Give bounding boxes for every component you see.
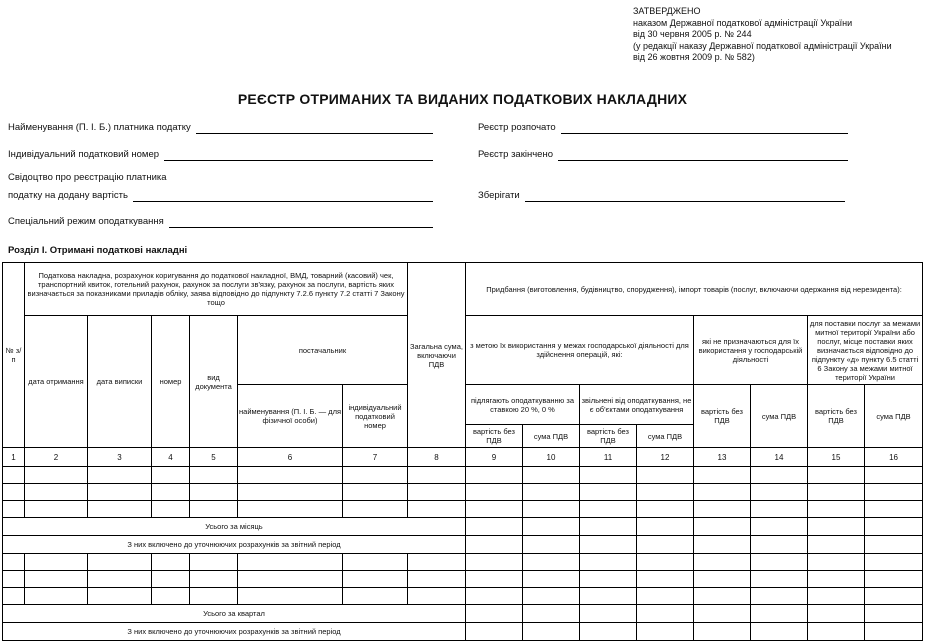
empty-cell [865,536,923,554]
approval-block [633,6,892,64]
value-no-vat-header: вартість без ПДВ [694,385,751,448]
empty-cell [190,501,238,518]
empty-cell [408,501,466,518]
empty-cell [523,623,580,641]
empty-cell [580,605,637,623]
empty-cell [865,484,923,501]
col-number: 3 [88,448,152,467]
empty-cell [523,554,580,571]
empty-cell [523,484,580,501]
empty-cell [466,588,523,605]
included-clarifying-label: З них включено до уточнюючих розрахунків за звітний період [3,623,466,641]
purchase-group-header: Придбання (виготовлення, будівництво, спорудження), імпорт товарів (послуг, включаючи одержання від нерезидента): [466,263,923,316]
empty-cell [808,605,865,623]
special-regime-line [169,214,433,228]
empty-cell [694,588,751,605]
empty-cell [694,484,751,501]
empty-cell [88,554,152,571]
empty-cell [580,501,637,518]
number-header: номер [152,316,190,448]
empty-cell [25,571,88,588]
date-received-header: дата отримання [25,316,88,448]
empty-cell [751,501,808,518]
empty-cell [3,484,25,501]
vat-sum-header: сума ПДВ [523,425,580,448]
individual-tax-number-field [8,147,433,161]
empty-cell [580,518,637,536]
empty-cell [152,501,190,518]
taxable-header: підлягають оподаткуванню за ставкою 20 %, 0 % [466,385,580,425]
taxpayer-name-line [196,120,433,134]
empty-cell [865,571,923,588]
empty-cell [580,536,637,554]
total-month-row [3,518,923,536]
empty-cell [580,623,637,641]
taxpayer-name-field [8,120,433,134]
empty-cell [751,588,808,605]
total-quarter-label: Усього за квартал [3,605,466,623]
exempt-header: звільнені від оподаткування, не є об'єктами оподаткування [580,385,694,425]
register-finished-field [478,147,848,161]
empty-cell [523,605,580,623]
special-regime-field [8,214,433,228]
empty-cell [343,571,408,588]
empty-cell [694,623,751,641]
keep-line [525,188,845,202]
total-quarter-row [3,605,923,623]
empty-cell [25,501,88,518]
empty-cell [637,588,694,605]
empty-cell [637,484,694,501]
column-numbers-row [3,448,923,467]
approval-line: ЗАТВЕРДЖЕНО [633,6,701,16]
col-number: 4 [152,448,190,467]
approval-line: від 30 червня 2005 р. № 244 [633,29,752,39]
empty-cell [408,467,466,484]
empty-cell [238,501,343,518]
empty-cell [865,623,923,641]
register-table [2,262,923,641]
vat-sum-header: сума ПДВ [865,385,923,448]
empty-cell [751,536,808,554]
empty-cell [694,605,751,623]
empty-cell [238,467,343,484]
individual-tax-number-label: Індивідуальний податковий номер [8,149,160,160]
empty-cell [466,536,523,554]
col-number: 2 [25,448,88,467]
value-no-vat-header: вартість без ПДВ [466,425,523,448]
vat-certificate-line [133,188,433,202]
empty-cell [751,467,808,484]
empty-cell [25,554,88,571]
empty-cell [751,518,808,536]
col-number: 9 [466,448,523,467]
empty-cell [343,484,408,501]
empty-cell [88,501,152,518]
empty-cell [751,571,808,588]
vat-sum-header: сума ПДВ [637,425,694,448]
supplier-header: постачальник [238,316,408,385]
supplier-itn-header: індивідуальний податковий номер [343,385,408,448]
empty-cell [808,484,865,501]
keep-label: Зберігати [478,190,520,201]
page-title: РЕЄСТР ОТРИМАНИХ ТА ВИДАНИХ ПОДАТКОВИХ НАКЛАДНИХ [237,91,688,107]
col-number: 15 [808,448,865,467]
empty-cell [751,605,808,623]
vat-certificate-label-line2: податку на додану вартість [8,190,128,201]
empty-cell [637,467,694,484]
special-regime-label: Спеціальний режим оподаткування [8,216,164,227]
empty-cell [808,467,865,484]
empty-cell [523,518,580,536]
empty-cell [88,588,152,605]
vat-certificate-label-line1: Свідоцтво про реєстрацію платника [8,172,167,183]
empty-cell [88,571,152,588]
empty-cell [694,467,751,484]
empty-cell [152,588,190,605]
empty-cell [88,467,152,484]
empty-cell [637,554,694,571]
taxpayer-name-label: Найменування (П. І. Б.) платника податку [8,122,191,133]
empty-cell [88,484,152,501]
empty-cell [580,571,637,588]
register-started-field [478,120,848,134]
col-number: 8 [408,448,466,467]
empty-data-row [3,571,923,588]
empty-cell [238,571,343,588]
empty-cell [523,571,580,588]
empty-cell [637,518,694,536]
empty-cell [343,467,408,484]
vat-sum-header: сума ПДВ [751,385,808,448]
empty-cell [466,571,523,588]
empty-cell [3,554,25,571]
empty-cell [152,484,190,501]
empty-cell [808,536,865,554]
value-no-vat-header: вартість без ПДВ [808,385,865,448]
empty-cell [343,554,408,571]
empty-cell [808,501,865,518]
empty-cell [523,501,580,518]
empty-cell [25,467,88,484]
empty-cell [694,518,751,536]
included-clarifying-label: З них включено до уточнюючих розрахунків за звітний період [3,536,466,554]
empty-cell [408,588,466,605]
empty-cell [637,605,694,623]
empty-cell [408,484,466,501]
empty-cell [25,588,88,605]
empty-cell [466,467,523,484]
empty-cell [865,501,923,518]
empty-cell [3,467,25,484]
empty-cell [238,588,343,605]
empty-cell [865,605,923,623]
empty-cell [580,467,637,484]
total-sum-header: Загальна сума, включаючи ПДВ [408,263,466,448]
register-started-line [561,120,848,134]
col-no-header: № з/п [3,263,25,448]
empty-data-row [3,501,923,518]
col-number: 11 [580,448,637,467]
empty-cell [152,554,190,571]
individual-tax-number-line [164,147,433,161]
doc-type-header: вид документа [190,316,238,448]
document-group-header: Податкова накладна, розрахунок коригування до податкової накладної, ВМД, товарний (касовий) чек, транспортний квиток, готельний рахунок, рахунок за послуги зв'язку, рахунок за послуги, вартість яких визначається за показниками приладів обліку, заява відповідно до підпункту 7.2.6 пункту 7.2 статті 7 Закону тощо [25,263,408,316]
not-for-economic-header: які не призначаються для їх використання у господарській діяльності [694,316,808,385]
register-started-label: Реєстр розпочато [478,122,556,133]
empty-cell [808,571,865,588]
empty-cell [523,536,580,554]
empty-cell [152,467,190,484]
empty-cell [408,554,466,571]
col-number: 13 [694,448,751,467]
empty-cell [466,623,523,641]
approval-line: від 26 жовтня 2009 р. № 582) [633,52,755,62]
empty-data-row [3,554,923,571]
col-number: 1 [3,448,25,467]
empty-cell [694,501,751,518]
empty-cell [523,588,580,605]
date-issued-header: дата виписки [88,316,152,448]
approval-line: наказом Державної податкової адміністрації України [633,17,853,28]
empty-cell [190,467,238,484]
empty-cell [580,484,637,501]
empty-cell [751,623,808,641]
empty-cell [466,501,523,518]
economic-use-header: з метою їх використання у межах господарської діяльності для здійснення операцій, які: [466,316,694,385]
empty-cell [3,571,25,588]
empty-cell [190,484,238,501]
empty-cell [808,623,865,641]
empty-cell [3,501,25,518]
supplier-name-header: найменування (П. І. Б. — для фізичної особи) [238,385,343,448]
empty-cell [580,588,637,605]
empty-cell [3,588,25,605]
empty-data-row [3,484,923,501]
empty-cell [343,501,408,518]
empty-cell [637,501,694,518]
col-number: 16 [865,448,923,467]
services-abroad-header: для поставки послуг за межами митної території України або послуг, місце поставки яких визначається відповідно до підпункту «д» пункту 6.5 статті 6 Закону за межами митної території України [808,316,923,385]
empty-cell [466,605,523,623]
empty-cell [694,571,751,588]
col-number: 7 [343,448,408,467]
empty-cell [865,467,923,484]
vat-certificate-field [8,188,433,202]
empty-cell [190,588,238,605]
empty-cell [694,536,751,554]
empty-cell [751,484,808,501]
col-number: 5 [190,448,238,467]
empty-cell [580,554,637,571]
empty-cell [523,467,580,484]
empty-cell [466,484,523,501]
empty-cell [808,518,865,536]
empty-cell [808,588,865,605]
empty-cell [343,588,408,605]
keep-field [478,188,845,202]
empty-cell [238,554,343,571]
empty-cell [408,571,466,588]
col-number: 12 [637,448,694,467]
register-finished-line [558,147,848,161]
empty-cell [466,518,523,536]
empty-cell [637,571,694,588]
col-number: 10 [523,448,580,467]
approval-line: (у редакції наказу Державної податкової адміністрації України [633,40,892,51]
empty-cell [190,554,238,571]
empty-cell [466,554,523,571]
empty-cell [238,484,343,501]
included-clarifying-month-row [3,536,923,554]
col-number: 14 [751,448,808,467]
empty-cell [694,554,751,571]
empty-cell [751,554,808,571]
total-month-label: Усього за місяць [3,518,466,536]
empty-data-row [3,467,923,484]
empty-cell [25,484,88,501]
included-clarifying-quarter-row [3,623,923,641]
empty-cell [865,518,923,536]
empty-cell [865,588,923,605]
col-number: 6 [238,448,343,467]
section1-title: Розділ І. Отримані податкові накладні [8,245,188,256]
empty-cell [637,536,694,554]
empty-cell [865,554,923,571]
empty-cell [637,623,694,641]
value-no-vat-header: вартість без ПДВ [580,425,637,448]
empty-cell [152,571,190,588]
empty-cell [808,554,865,571]
register-finished-label: Реєстр закінчено [478,149,553,160]
empty-data-row [3,588,923,605]
empty-cell [190,571,238,588]
